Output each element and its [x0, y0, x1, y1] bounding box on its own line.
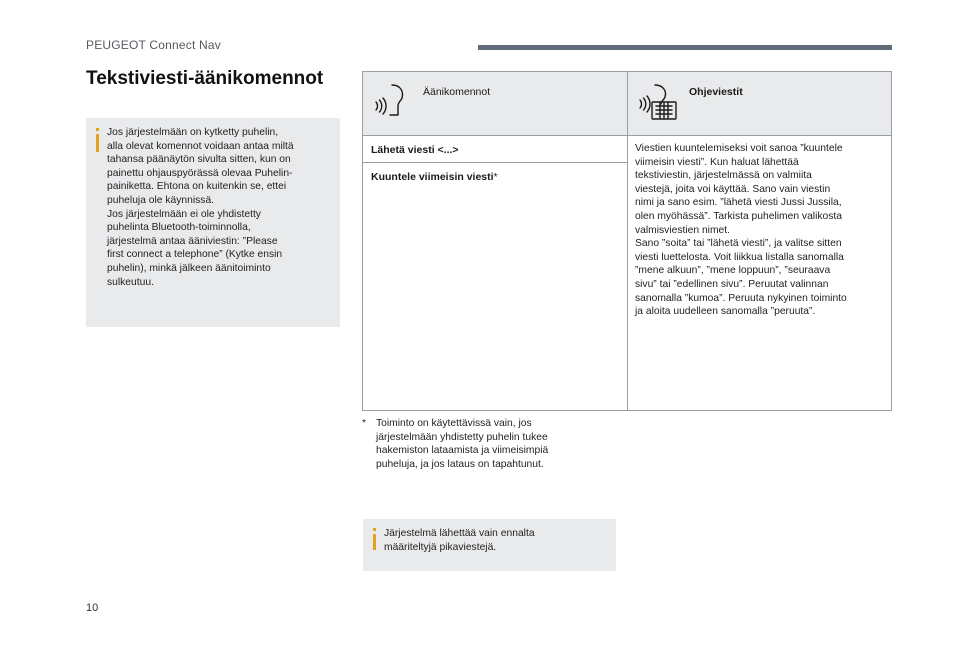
help-message-text: Viestien kuuntelemiseksi voit sanoa ”kuuntele viimeisin viesti”. Kun haluat lähettää tekstiviestin, järjestelmässä on valmiita viestejä, joita voi käyttää. Sano vain viestin nimi ja sano esim. ”lähetä viesti Jussi Jussila, olen myöhässä”. Tarkista puhelimen valikosta valmisviestien nimet. Sano ”soita” tai ”lähetä viesti”, ja valitse sitten viesti luettelosta. Voit liikkua listalla sanomalla ”mene alkuun”, ”mene loppuun”, ”seuraava sivu” tai ”edellinen sivu”. Peruutat valinnan sanomalla ”kumoa”. Peruuta nykyinen toiminto ja aloita uudelleen sanomalla ”peruuta”.: [635, 143, 847, 318]
info-icon-bar: [373, 534, 376, 550]
command-row: [371, 144, 459, 156]
voice-command-table: [362, 71, 892, 411]
intro-text: Jos järjestelmään on kytketty puhelin, alla olevat komennot voidaan antaa miltä tahansa päänäytön sivulta sitten, kun on painettu ohjauspyörässä olevaa Puhelin- painiketta. Ehtona on kuitenkin se, ettei puheluja ole käynnissä. Jos järjestelmään ei ole yhdistetty puhelinta Bluetooth-toiminnolla, järjestelmä antaa ääniviestin: ”Please first connect a telephone” (Kytke ensin puhelin), minkä jälkeen äänitoiminto sulkeutuu.: [107, 127, 294, 288]
voice-command-icon: [373, 82, 407, 118]
note-text: Järjestelmä lähettää vain ennalta määriteltyjä pikaviestejä.: [384, 528, 535, 553]
info-icon-bar: [96, 134, 99, 152]
page-number: 10: [86, 602, 99, 614]
intro-info-box: [86, 118, 340, 327]
help-message-icon: [637, 82, 681, 122]
info-icon: [373, 528, 376, 531]
note-info-box: [363, 519, 616, 571]
command-text: Lähetä viesti <...>: [371, 144, 459, 156]
footnote-star: *: [362, 418, 367, 429]
column-divider: [627, 72, 628, 410]
page-title: Tekstiviesti-äänikomennot: [86, 68, 324, 89]
header-bar: [478, 45, 892, 50]
column-header-voice-commands: Äänikomennot: [423, 86, 491, 98]
info-icon: [96, 128, 99, 131]
footnote-marker: *: [493, 171, 498, 183]
footnote-text: Toiminto on käytettävissä vain, jos järjestelmään yhdistetty puhelin tukee hakemiston lataamista ja viimeisimpiä puheluja, ja jos lataus on tapahtunut.: [376, 418, 549, 470]
row-divider: [363, 162, 627, 163]
command-text: Kuuntele viimeisin viesti: [371, 171, 494, 183]
command-row: [371, 171, 498, 183]
header-label: PEUGEOT Connect Nav: [86, 38, 221, 52]
column-header-help-messages: Ohjeviestit: [689, 86, 743, 98]
